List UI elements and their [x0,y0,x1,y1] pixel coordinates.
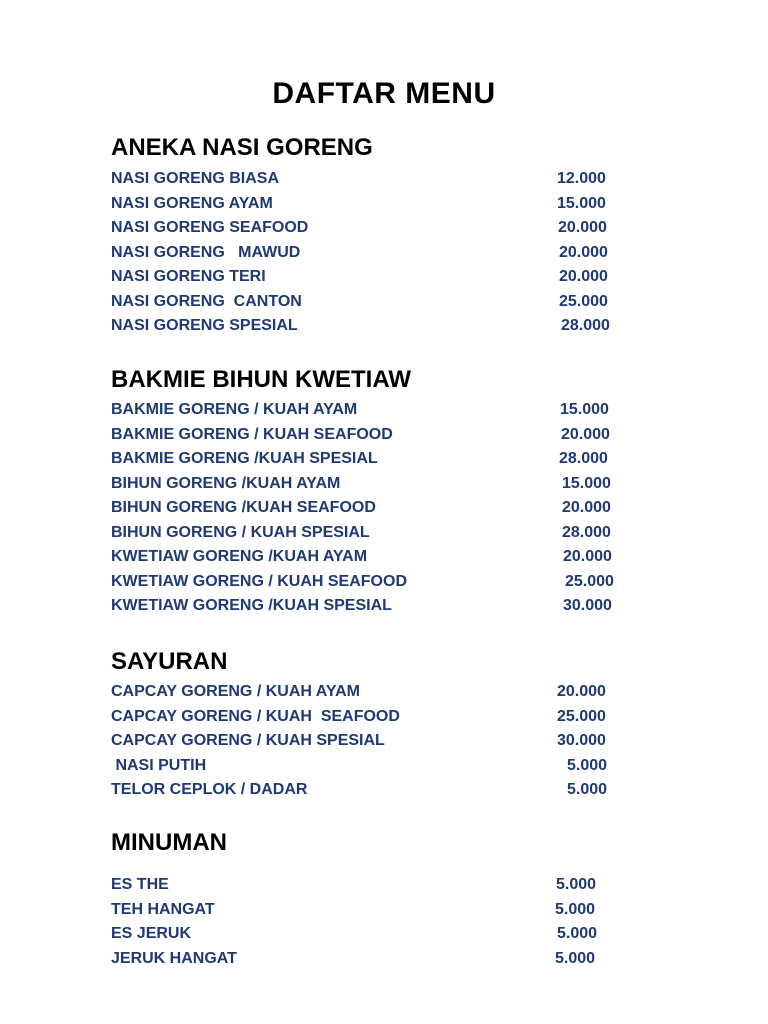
menu-item [111,594,641,619]
item-price: 30.000 [557,732,606,749]
item-price: 20.000 [563,548,612,565]
item-price: 20.000 [559,268,608,285]
item-name: CAPCAY GORENG / KUAH AYAM [111,683,360,700]
menu-item [111,922,641,947]
item-name: BIHUN GORENG / KUAH SPESIAL [111,523,370,541]
item-name: NASI GORENG TERI [111,268,266,285]
item-name: ES THE [111,876,169,893]
menu-item [111,192,641,217]
menu-item [111,314,641,339]
item-name: NASI GORENG MAWUD [111,243,301,261]
menu-item [111,290,641,315]
item-price: 20.000 [561,425,610,443]
menu-item [111,398,641,423]
menu-item [111,545,641,570]
menu-item [111,898,641,923]
item-price: 30.000 [563,597,612,614]
item-name: CAPCAY GORENG / KUAH SPESIAL [111,732,385,749]
item-name: KWETIAW GORENG /KUAH SPESIAL [111,597,392,614]
section-items-bakmie-bihun-kwetiaw [111,398,641,619]
menu-item [111,705,641,730]
item-price: 25.000 [557,707,606,725]
item-price: 20.000 [558,219,607,236]
item-name: TEH HANGAT [111,900,215,918]
item-price: 20.000 [562,499,611,516]
item-price: 15.000 [560,401,609,418]
item-name: NASI GORENG CANTON [111,292,302,310]
item-price: 28.000 [561,317,610,334]
item-name: NASI GORENG SPESIAL [111,317,298,334]
item-name: NASI PUTIH [111,756,207,774]
item-price: 15.000 [557,194,606,212]
menu-item [111,241,641,266]
item-price: 28.000 [562,523,611,541]
menu-item [111,447,641,472]
menu-item [111,873,641,898]
section-heading-minuman: MINUMAN [111,829,227,856]
section-items-minuman [111,873,641,971]
menu-item [111,265,641,290]
item-name: NASI GORENG AYAM [111,194,273,212]
item-price: 5.000 [555,949,596,967]
menu-item [111,947,641,972]
item-name: NASI GORENG SEAFOOD [111,219,309,236]
menu-item [111,680,641,705]
menu-item [111,216,641,241]
menu-item [111,729,641,754]
item-price: 5.000 [567,781,608,798]
section-items-sayuran [111,680,641,803]
item-name: BAKMIE GORENG /KUAH SPESIAL [111,450,378,467]
item-name: KWETIAW GORENG /KUAH AYAM [111,548,368,565]
item-price: 20.000 [559,243,608,261]
menu-item [111,521,641,546]
item-name: BIHUN GORENG /KUAH SEAFOOD [111,499,376,516]
item-name: BIHUN GORENG /KUAH AYAM [111,474,341,492]
menu-item [111,570,641,595]
item-name: CAPCAY GORENG / KUAH SEAFOOD [111,707,400,725]
item-price: 5.000 [567,756,608,774]
menu-item [111,754,641,779]
section-items-aneka-nasi-goreng [111,167,641,339]
menu-item [111,423,641,448]
item-price: 25.000 [559,292,608,310]
item-name: BAKMIE GORENG / KUAH AYAM [111,401,358,418]
item-name: NASI GORENG BIASA [111,170,280,187]
page-title: DAFTAR MENU [272,77,496,110]
item-name: BAKMIE GORENG / KUAH SEAFOOD [111,425,393,443]
item-name: TELOR CEPLOK / DADAR [111,781,308,798]
item-name: JERUK HANGAT [111,949,237,967]
section-heading-bakmie-bihun-kwetiaw: BAKMIE BIHUN KWETIAW [111,366,411,393]
item-price: 12.000 [557,170,606,187]
item-name: KWETIAW GORENG / KUAH SEAFOOD [111,572,407,590]
item-price: 25.000 [565,572,614,590]
item-price: 20.000 [557,683,606,700]
item-price: 28.000 [559,450,608,467]
item-price: 15.000 [562,474,611,492]
item-price: 5.000 [556,876,597,893]
menu-item [111,496,641,521]
menu-item [111,472,641,497]
section-heading-sayuran: SAYURAN [111,648,228,675]
menu-item [111,778,641,803]
menu-item [111,167,641,192]
item-price: 5.000 [557,925,598,942]
item-price: 5.000 [555,900,596,918]
section-heading-aneka-nasi-goreng: ANEKA NASI GORENG [111,134,373,161]
item-name: ES JERUK [111,925,192,942]
